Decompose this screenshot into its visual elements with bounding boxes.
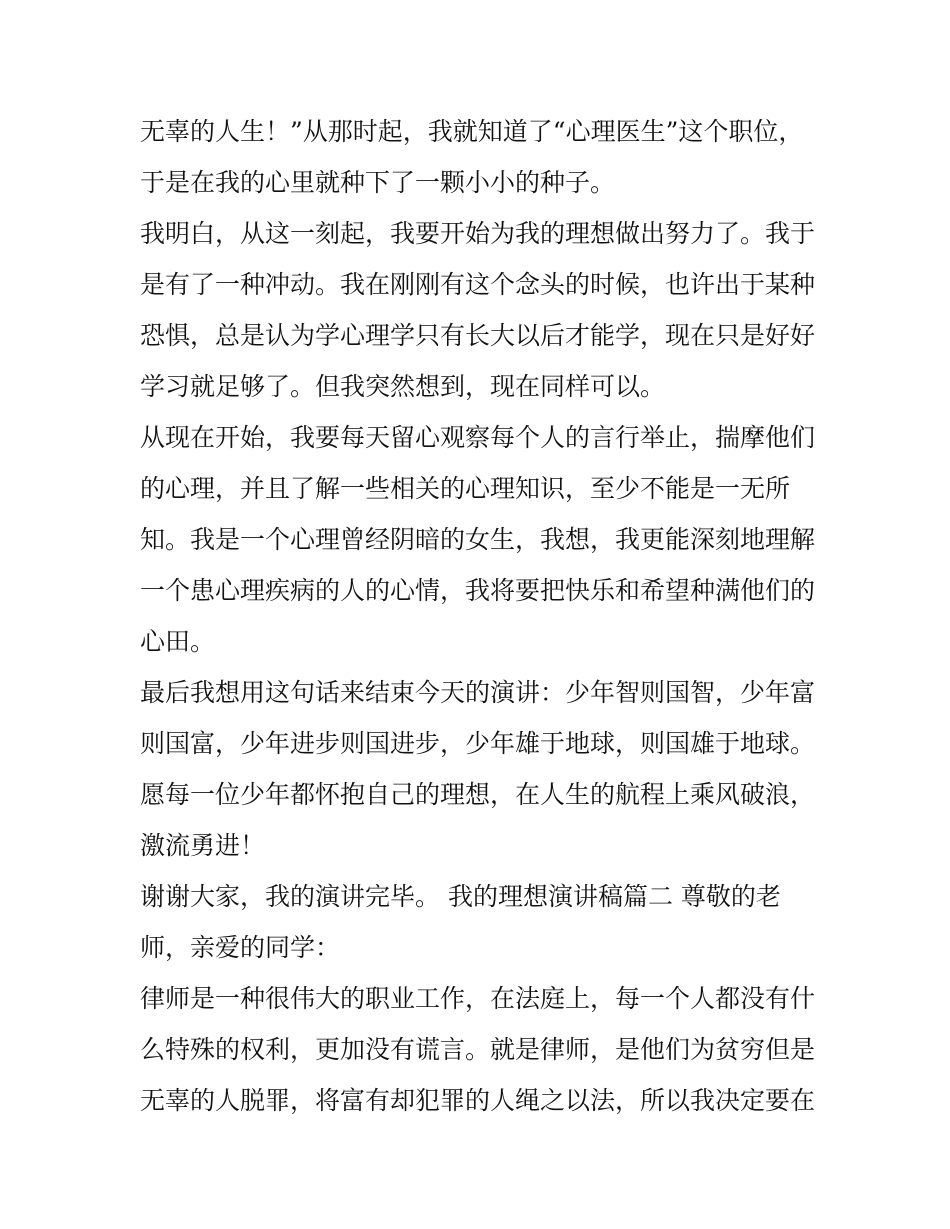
text-line: 最后我想用这句话来结束今天的演讲：少年智则国智，少年富 [140, 678, 816, 707]
text-line: 的心理，并且了解一些相关的心理知识，至少不能是一无所 [140, 474, 791, 503]
text-line: 师，亲爱的同学： [140, 933, 341, 962]
text-line: 则国富，少年进步则国进步，少年雄于地球，则国雄于地球。 [140, 729, 816, 758]
text-line: 无辜的人生！”从那时起，我就知道了“心理医生”这个职位， [140, 117, 804, 146]
text-line: 于是在我的心里就种下了一颗小小的种子。 [140, 168, 616, 197]
text-line: 一个患心理疾病的人的心情，我将要把快乐和希望种满他们的 [140, 576, 816, 605]
text-line: 恐惧，总是认为学心理学只有长大以后才能学，现在只是好好 [140, 321, 816, 350]
document-body [140, 106, 820, 1126]
text-line: 知。我是一个心理曾经阴暗的女生，我想，我更能深刻地理解 [140, 525, 816, 554]
text-line: 激流勇进！ [140, 831, 266, 860]
text-line: 无辜的人脱罪，将富有却犯罪的人绳之以法，所以我决定要在 [140, 1086, 816, 1115]
text-line: 是有了一种冲动。我在刚刚有这个念头的时候，也许出于某种 [140, 270, 816, 299]
text-line: 么特殊的权利，更加没有谎言。就是律师，是他们为贫穷但是 [140, 1035, 816, 1064]
text-line: 律师是一种很伟大的职业工作，在法庭上，每一个人都没有什 [140, 984, 816, 1013]
text-line: 心田。 [140, 627, 216, 656]
text-line: 学习就足够了。但我突然想到，现在同样可以。 [140, 372, 666, 401]
text-line: 谢谢大家，我的演讲完毕。 我的理想演讲稿篇二 尊敬的老 [140, 882, 781, 911]
text-line: 我明白，从这一刻起，我要开始为我的理想做出努力了。我于 [140, 219, 816, 248]
text-line: 从现在开始，我要每天留心观察每个人的言行举止，揣摩他们 [140, 423, 816, 452]
text-line: 愿每一位少年都怀抱自己的理想，在人生的航程上乘风破浪， [140, 780, 816, 809]
